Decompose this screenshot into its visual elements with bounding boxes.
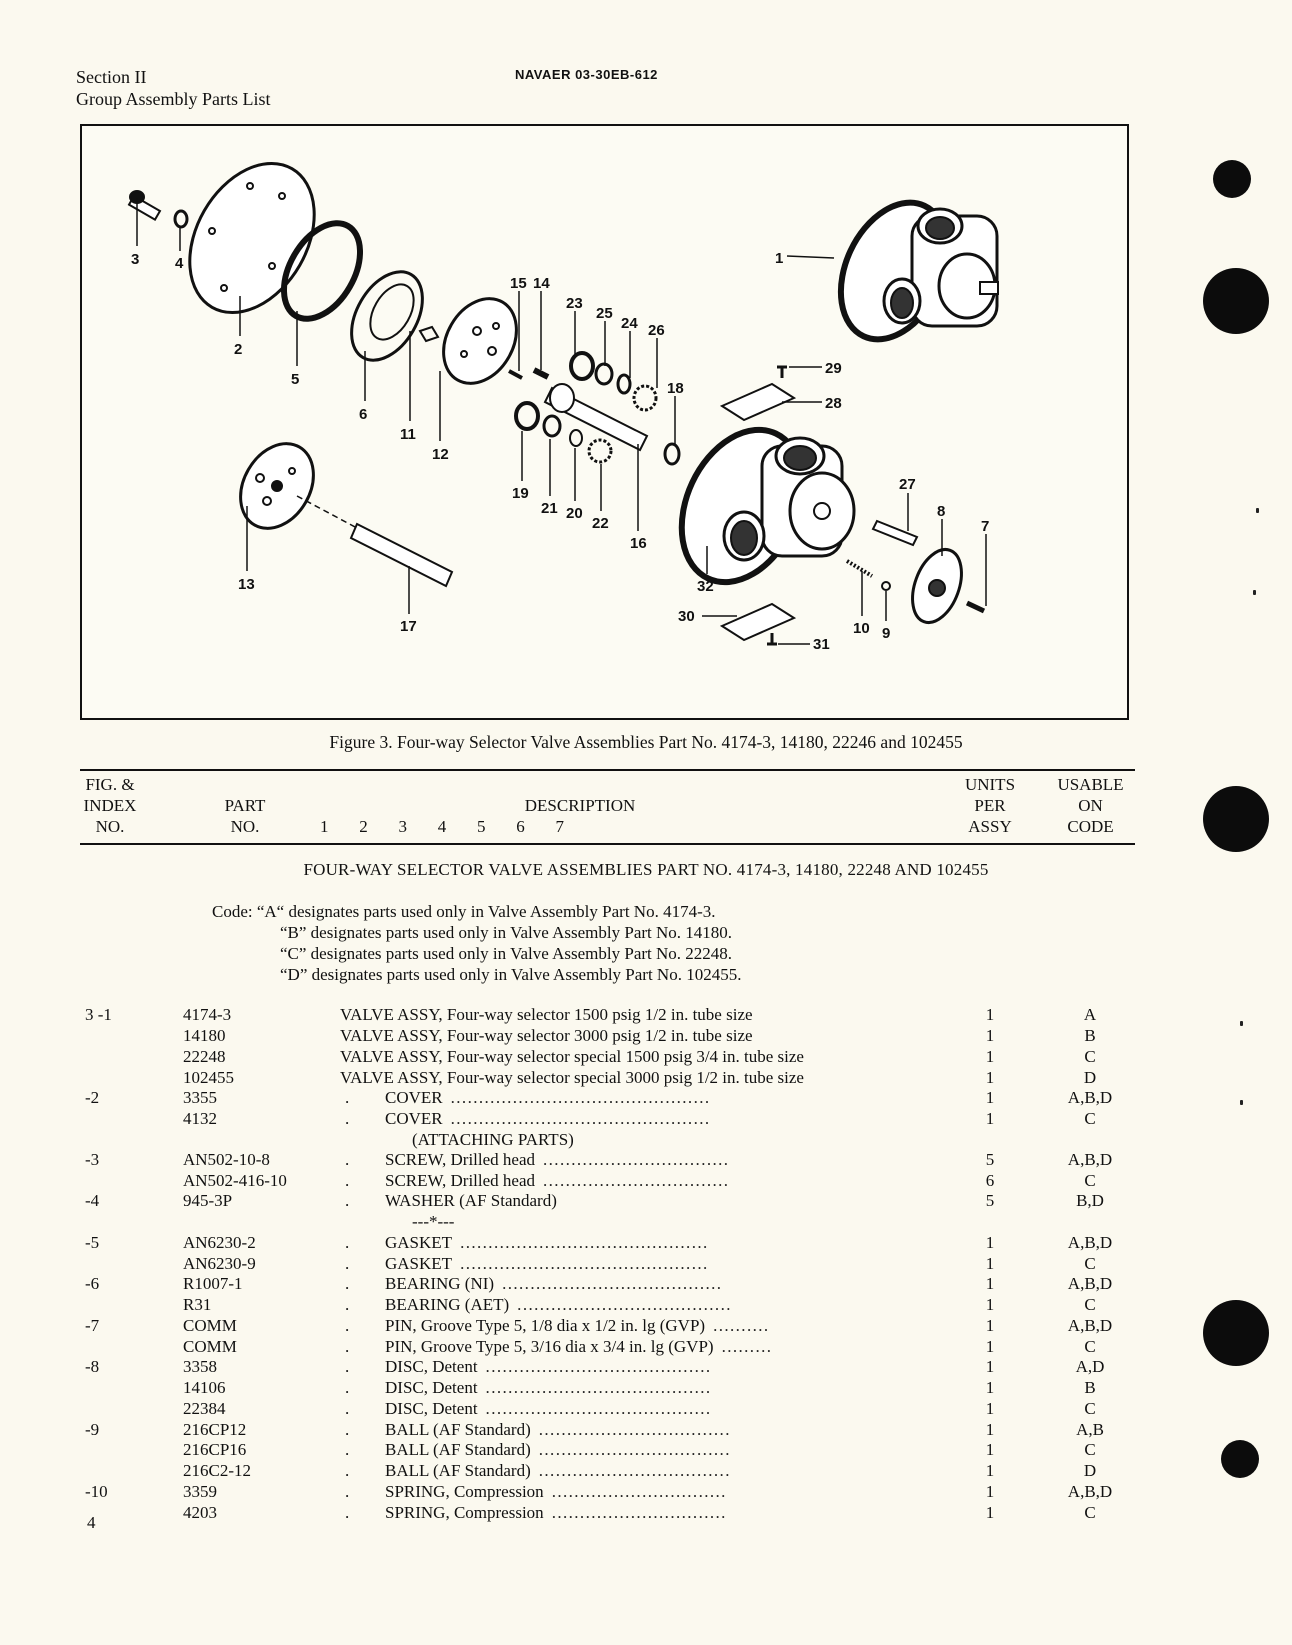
description <box>340 1047 804 1067</box>
usable-on-code: D <box>1083 1068 1097 1087</box>
svg-text:4: 4 <box>175 255 184 272</box>
part-number: 4174-3 <box>183 1005 232 1024</box>
usable-on-code: C <box>1084 1047 1096 1066</box>
usable-on-code: A <box>1083 1005 1097 1024</box>
usable-on-code: C <box>1084 1295 1096 1314</box>
table-row <box>0 1254 1292 1275</box>
description <box>385 1254 709 1274</box>
figure-caption: Figure 3. Four-way Selector Valve Assemblies Part No. 4174-3, 14180, 22246 and 102455 <box>329 732 963 752</box>
part-number: AN502-416-10 <box>183 1171 287 1190</box>
description <box>412 1130 574 1150</box>
dot-leader: .............................................. <box>450 1109 711 1128</box>
units-per-assy: 5 <box>985 1191 995 1210</box>
svg-text:13: 13 <box>238 576 255 593</box>
description <box>385 1295 732 1315</box>
description <box>412 1212 454 1232</box>
usable-on-code: C <box>1084 1440 1096 1459</box>
dot-leader: ........................................ <box>485 1357 712 1376</box>
col-description: DESCRIPTION <box>524 796 636 815</box>
description-text: BALL (AF Standard) <box>385 1440 531 1459</box>
part-number: 216CP16 <box>183 1440 247 1459</box>
indent-dot: . <box>345 1109 350 1128</box>
part-number: 22384 <box>183 1399 226 1418</box>
table-row <box>0 1274 1292 1295</box>
usable-on-code: A,B <box>1076 1420 1104 1439</box>
part-number: 102455 <box>183 1068 234 1087</box>
usable-on-code: C <box>1084 1337 1096 1356</box>
description <box>385 1503 727 1523</box>
usable-on-code: A,B,D <box>1067 1233 1113 1252</box>
units-per-assy: 1 <box>985 1295 995 1314</box>
fig-index: -7 <box>85 1316 100 1335</box>
dot-leader: .............................................. <box>450 1088 711 1107</box>
part-number: 945-3P <box>183 1191 233 1210</box>
description <box>385 1420 731 1440</box>
usable-on-code: A,B,D <box>1067 1088 1113 1107</box>
indent-dot: . <box>345 1233 350 1252</box>
indent-dot: . <box>345 1150 350 1169</box>
table-row <box>0 1068 1292 1089</box>
dot-leader: ...................................... <box>517 1295 732 1314</box>
scan-speck <box>1256 508 1259 513</box>
dot-leader: ................................. <box>543 1150 730 1169</box>
units-per-assy: 1 <box>985 1440 995 1459</box>
part-number: 22248 <box>183 1047 226 1066</box>
part-number: 3355 <box>183 1088 217 1107</box>
svg-text:26: 26 <box>648 322 665 339</box>
dot-leader: ............................... <box>551 1503 727 1522</box>
fig-index: -4 <box>85 1191 100 1210</box>
svg-text:14: 14 <box>533 275 550 292</box>
description-text: VALVE ASSY, Four-way selector special 1500 psig 3/4 in. tube size <box>340 1047 804 1066</box>
description-text: (ATTACHING PARTS) <box>412 1130 574 1149</box>
dot-leader: ............................... <box>551 1482 727 1501</box>
exploded-view-figure <box>80 124 1129 720</box>
svg-text:24: 24 <box>621 315 638 332</box>
table-row <box>0 1503 1292 1524</box>
section-subtitle: Group Assembly Parts List <box>76 89 271 109</box>
description-text: DISC, Detent <box>385 1399 478 1418</box>
description <box>385 1233 709 1253</box>
usable-on-code: A,B,D <box>1067 1150 1113 1169</box>
table-row <box>0 1150 1292 1171</box>
part-number: R1007-1 <box>183 1274 243 1293</box>
svg-text:17: 17 <box>400 618 417 635</box>
dot-leader: .................................. <box>538 1420 731 1439</box>
part-number: 14106 <box>183 1378 226 1397</box>
description-text: SPRING, Compression <box>385 1482 544 1501</box>
indent-dot: . <box>345 1337 350 1356</box>
part-number: 216CP12 <box>183 1420 247 1439</box>
description-text: WASHER (AF Standard) <box>385 1191 557 1210</box>
table-row <box>0 1357 1292 1378</box>
units-per-assy: 1 <box>985 1357 995 1376</box>
units-per-assy: 1 <box>985 1254 995 1273</box>
description <box>385 1316 770 1336</box>
table-row <box>0 1130 1292 1151</box>
svg-text:29: 29 <box>825 360 842 377</box>
indent-dot: . <box>345 1399 350 1418</box>
part-number: AN6230-2 <box>183 1233 256 1252</box>
svg-text:3: 3 <box>131 251 140 268</box>
svg-text:30: 30 <box>678 608 695 625</box>
description-text: COVER <box>385 1088 443 1107</box>
valve-assembly-illustration <box>82 126 1127 718</box>
table-row <box>0 1337 1292 1358</box>
svg-text:18: 18 <box>667 380 684 397</box>
page-number: 4 <box>87 1513 96 1532</box>
svg-text:11: 11 <box>400 426 416 443</box>
svg-text:27: 27 <box>899 476 916 493</box>
table-row <box>0 1440 1292 1461</box>
indent-dot: . <box>345 1440 350 1459</box>
col-units-per-assy: UNITS PER ASSY <box>964 775 1016 836</box>
units-per-assy: 1 <box>985 1068 995 1087</box>
usable-on-code: A,B,D <box>1067 1482 1113 1501</box>
description <box>385 1150 729 1170</box>
svg-text:28: 28 <box>825 395 842 412</box>
indent-dot: . <box>345 1357 350 1376</box>
svg-text:7: 7 <box>981 518 990 535</box>
svg-text:25: 25 <box>596 305 613 322</box>
usable-on-code: D <box>1083 1461 1097 1480</box>
col-part-no: PART NO. <box>224 796 266 836</box>
indent-dot: . <box>345 1171 350 1190</box>
parts-list-title: FOUR-WAY SELECTOR VALVE ASSEMBLIES PART NO. 4174-3, 14180, 22248 AND 102455 <box>303 860 989 879</box>
document-number: NAVAER 03-30EB-612 <box>515 67 658 82</box>
description-text: BALL (AF Standard) <box>385 1420 531 1439</box>
table-row <box>0 1482 1292 1503</box>
description <box>385 1337 772 1357</box>
svg-text:5: 5 <box>291 371 300 388</box>
binder-hole <box>1203 268 1269 334</box>
indent-dot: . <box>345 1503 350 1522</box>
description-text: BEARING (NI) <box>385 1274 495 1293</box>
svg-text:20: 20 <box>566 505 583 522</box>
table-row <box>0 1295 1292 1316</box>
svg-text:32: 32 <box>697 578 714 595</box>
part-number: 216C2-12 <box>183 1461 251 1480</box>
part-number: 14180 <box>183 1026 226 1045</box>
description-text: VALVE ASSY, Four-way selector 3000 psig 1/2 in. tube size <box>340 1026 753 1045</box>
dot-leader: ....................................... <box>502 1274 723 1293</box>
table-row <box>0 1461 1292 1482</box>
units-per-assy: 1 <box>985 1337 995 1356</box>
table-row <box>0 1191 1292 1212</box>
table-row <box>0 1212 1292 1233</box>
table-row <box>0 1109 1292 1130</box>
description <box>385 1399 712 1419</box>
col-indent-levels: 1 2 3 4 5 6 7 <box>320 817 564 836</box>
description <box>385 1357 712 1377</box>
svg-text:19: 19 <box>512 485 529 502</box>
units-per-assy: 6 <box>985 1171 995 1190</box>
dot-leader: .......... <box>713 1316 770 1335</box>
description-text: VALVE ASSY, Four-way selector 1500 psig 1/2 in. tube size <box>340 1005 753 1024</box>
table-row <box>0 1316 1292 1337</box>
description <box>385 1171 729 1191</box>
fig-index: -10 <box>85 1482 108 1501</box>
svg-text:9: 9 <box>882 625 891 642</box>
usable-on-code: C <box>1084 1171 1096 1190</box>
part-number: COMM <box>183 1337 237 1356</box>
dot-leader: ......... <box>721 1337 773 1356</box>
units-per-assy: 1 <box>985 1503 995 1522</box>
usable-on-code: C <box>1084 1503 1096 1522</box>
svg-text:8: 8 <box>937 503 946 520</box>
part-number: COMM <box>183 1316 237 1335</box>
svg-text:31: 31 <box>813 636 830 653</box>
description-text: SCREW, Drilled head <box>385 1171 535 1190</box>
svg-text:6: 6 <box>359 406 368 423</box>
usable-on-code: B,D <box>1076 1191 1104 1210</box>
fig-index: -9 <box>85 1420 100 1439</box>
description <box>385 1191 557 1211</box>
code-note-a: Code: “A“ designates parts used only in Valve Assembly Part No. 4174-3. <box>212 902 716 921</box>
dot-leader: ........................................ <box>485 1399 712 1418</box>
units-per-assy: 1 <box>985 1088 995 1107</box>
indent-dot: . <box>345 1420 350 1439</box>
fig-index: -6 <box>85 1274 100 1293</box>
table-row <box>0 1399 1292 1420</box>
units-per-assy: 1 <box>985 1109 995 1128</box>
usable-on-code: C <box>1084 1109 1096 1128</box>
description-text: DISC, Detent <box>385 1378 478 1397</box>
fig-index: -8 <box>85 1357 100 1376</box>
description-text: SPRING, Compression <box>385 1503 544 1522</box>
dot-leader: .................................. <box>538 1440 731 1459</box>
svg-text:12: 12 <box>432 446 449 463</box>
description-text: VALVE ASSY, Four-way selector special 3000 psig 1/2 in. tube size <box>340 1068 804 1087</box>
part-number: AN6230-9 <box>183 1254 256 1273</box>
description <box>340 1068 804 1088</box>
usable-on-code: B <box>1084 1026 1096 1045</box>
section-header <box>76 66 271 110</box>
description-text: PIN, Groove Type 5, 3/16 dia x 3/4 in. lg (GVP) <box>385 1337 714 1356</box>
table-row <box>0 1171 1292 1192</box>
scan-speck <box>1253 590 1256 595</box>
table-row <box>0 1026 1292 1047</box>
svg-text:21: 21 <box>541 500 558 517</box>
svg-text:23: 23 <box>566 295 583 312</box>
binder-hole <box>1203 786 1269 852</box>
description-text: COVER <box>385 1109 443 1128</box>
indent-dot: . <box>345 1461 350 1480</box>
code-note-b: “B” designates parts used only in Valve Assembly Part No. 14180. <box>280 923 733 942</box>
description-text: GASKET <box>385 1233 453 1252</box>
svg-text:2: 2 <box>234 341 243 358</box>
part-number: 3359 <box>183 1482 217 1501</box>
col-fig-index: FIG. & INDEX NO. <box>83 775 137 836</box>
description <box>385 1440 731 1460</box>
table-row <box>0 1047 1292 1068</box>
header-bottom-rule <box>80 843 1135 845</box>
part-number: 3358 <box>183 1357 217 1376</box>
svg-text:15: 15 <box>510 275 527 292</box>
units-per-assy: 1 <box>985 1461 995 1480</box>
description-text: PIN, Groove Type 5, 1/8 dia x 1/2 in. lg (GVP) <box>385 1316 706 1335</box>
units-per-assy: 5 <box>985 1150 995 1169</box>
usable-on-code: C <box>1084 1254 1096 1273</box>
table-row <box>0 1005 1292 1026</box>
description-text: SCREW, Drilled head <box>385 1150 535 1169</box>
fig-index: 3 -1 <box>85 1005 112 1024</box>
fig-index: -3 <box>85 1150 100 1169</box>
table-row <box>0 1088 1292 1109</box>
description <box>385 1461 731 1481</box>
part-number: R31 <box>183 1295 212 1314</box>
usable-on-code: B <box>1084 1378 1096 1397</box>
indent-dot: . <box>345 1254 350 1273</box>
units-per-assy: 1 <box>985 1274 995 1293</box>
dot-leader: ............................................ <box>460 1233 709 1252</box>
units-per-assy: 1 <box>985 1399 995 1418</box>
table-row <box>0 1233 1292 1254</box>
description-text: GASKET <box>385 1254 453 1273</box>
svg-text:10: 10 <box>853 620 870 637</box>
code-note-d: “D” designates parts used only in Valve Assembly Part No. 102455. <box>280 965 742 984</box>
usable-on-code: A,B,D <box>1067 1274 1113 1293</box>
dot-leader: .................................. <box>538 1461 731 1480</box>
svg-text:16: 16 <box>630 535 647 552</box>
screw-icon <box>129 191 160 220</box>
indent-dot: . <box>345 1274 350 1293</box>
header-top-rule <box>80 769 1135 771</box>
dot-leader: ................................. <box>543 1171 730 1190</box>
units-per-assy: 1 <box>985 1420 995 1439</box>
table-row <box>0 1420 1292 1441</box>
indent-dot: . <box>345 1378 350 1397</box>
units-per-assy: 1 <box>985 1316 995 1335</box>
part-number: AN502-10-8 <box>183 1150 270 1169</box>
units-per-assy: 1 <box>985 1026 995 1045</box>
description <box>340 1026 753 1046</box>
indent-dot: . <box>345 1316 350 1335</box>
description <box>385 1378 712 1398</box>
indent-dot: . <box>345 1295 350 1314</box>
description <box>385 1109 711 1129</box>
part-number: 4132 <box>183 1109 217 1128</box>
fig-index: -5 <box>85 1233 100 1252</box>
code-note-c: “C” designates parts used only in Valve Assembly Part No. 22248. <box>280 944 733 963</box>
description-text: BEARING (AET) <box>385 1295 510 1314</box>
binder-hole <box>1213 160 1251 198</box>
description <box>385 1274 722 1294</box>
description <box>340 1005 753 1025</box>
table-row <box>0 1378 1292 1399</box>
svg-text:1: 1 <box>775 250 784 267</box>
units-per-assy: 1 <box>985 1482 995 1501</box>
usable-on-code: C <box>1084 1399 1096 1418</box>
description <box>385 1482 727 1502</box>
description-text: DISC, Detent <box>385 1357 478 1376</box>
units-per-assy: 1 <box>985 1005 995 1024</box>
indent-dot: . <box>345 1088 350 1107</box>
description <box>385 1088 711 1108</box>
usable-on-code: A,B,D <box>1067 1316 1113 1335</box>
col-usable-on-code: USABLE ON CODE <box>1057 775 1124 836</box>
fig-index: -2 <box>85 1088 100 1107</box>
indent-dot: . <box>345 1191 350 1210</box>
indent-dot: . <box>345 1482 350 1501</box>
dot-leader: ........................................ <box>485 1378 712 1397</box>
part-number: 4203 <box>183 1503 217 1522</box>
description-text: ---*--- <box>412 1212 455 1231</box>
units-per-assy: 1 <box>985 1047 995 1066</box>
units-per-assy: 1 <box>985 1233 995 1252</box>
section-label: Section II <box>76 67 147 87</box>
svg-text:22: 22 <box>592 515 609 532</box>
units-per-assy: 1 <box>985 1378 995 1397</box>
usable-on-code: A,D <box>1075 1357 1105 1376</box>
description-text: BALL (AF Standard) <box>385 1461 531 1480</box>
dot-leader: ............................................ <box>460 1254 709 1273</box>
